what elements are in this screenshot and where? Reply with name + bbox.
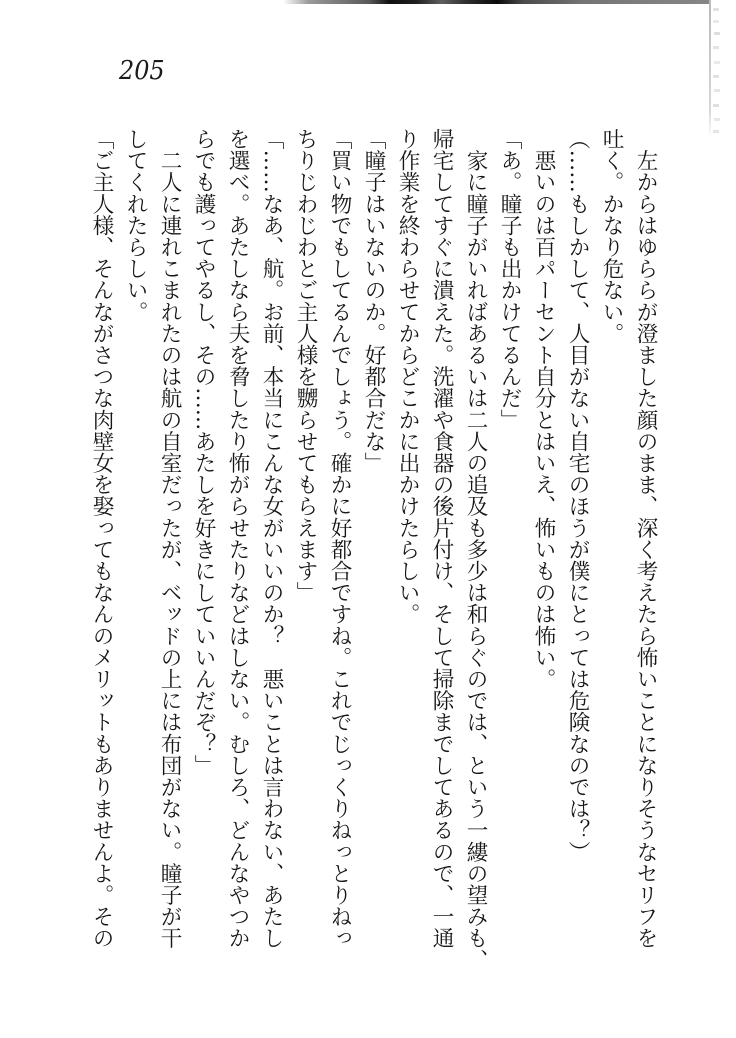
- text-column-8: り作業を終わらせてからどこかに出かけたらしい。: [395, 128, 420, 625]
- text-column-16: してくれたらしい。: [123, 128, 148, 323]
- scan-artifact-top-bar: [283, 0, 711, 4]
- text-column-17: 「ご主人様、そんながさつな肉壁女を娶ってもなんのメリットもありませんよ。その: [89, 128, 114, 949]
- text-column-11: ちりじわじわとご主人様を嬲らせてもらえます」: [293, 128, 318, 604]
- text-column-14: らでも護ってやるし、その……あたしを好きにしていいんだぞ？」: [191, 128, 216, 776]
- text-column-6: 家に瞳子がいればあるいは二人の追及も多少は和らぐのでは、という一縷の望みも、: [463, 128, 488, 971]
- text-column-9: 「瞳子はいないのか。好都合だな」: [361, 128, 386, 474]
- text-column-15: 二人に連れこまれたのは航の自室だったが、ベッドの上には布団がない。瞳子が干: [157, 128, 182, 949]
- text-column-4: 悪いのは百パーセント自分とはいえ、怖いものは怖い。: [531, 128, 556, 690]
- text-column-10: 「買い物でもしてるんでしょう。確かに好都合ですね。これでじっくりねっとりねっ: [327, 128, 352, 949]
- text-column-3: （……もしかして、人目がない自宅のほうが僕にとっては危険なのでは？）: [565, 128, 590, 863]
- text-column-13: を選べ。あたしなら夫を脅したり怖がらせたりなどはしない。むしろ、どんなやつか: [225, 128, 250, 949]
- text-column-12: 「……なあ、航。お前、本当にこんな女がいいのか？ 悪いことは言わない、あたし: [259, 128, 284, 949]
- text-column-7: 帰宅してすぐに潰えた。洗濯や食器の後片付け、そして掃除までしてあるので、一通: [429, 128, 454, 949]
- novel-text-block: [84, 128, 662, 970]
- text-column-1: 左からはゆららが澄ました顔のまま、深く考えたら怖いことになりそうなセリフを: [633, 128, 658, 949]
- page-gutter-line: [709, 0, 711, 138]
- page-number: 205: [119, 56, 165, 86]
- ghost-text-marks: [713, 8, 719, 11]
- text-column-5: 「あ。瞳子も出かけてるんだ」: [497, 128, 522, 431]
- text-column-2: 吐く。かなり危ない。: [599, 128, 624, 344]
